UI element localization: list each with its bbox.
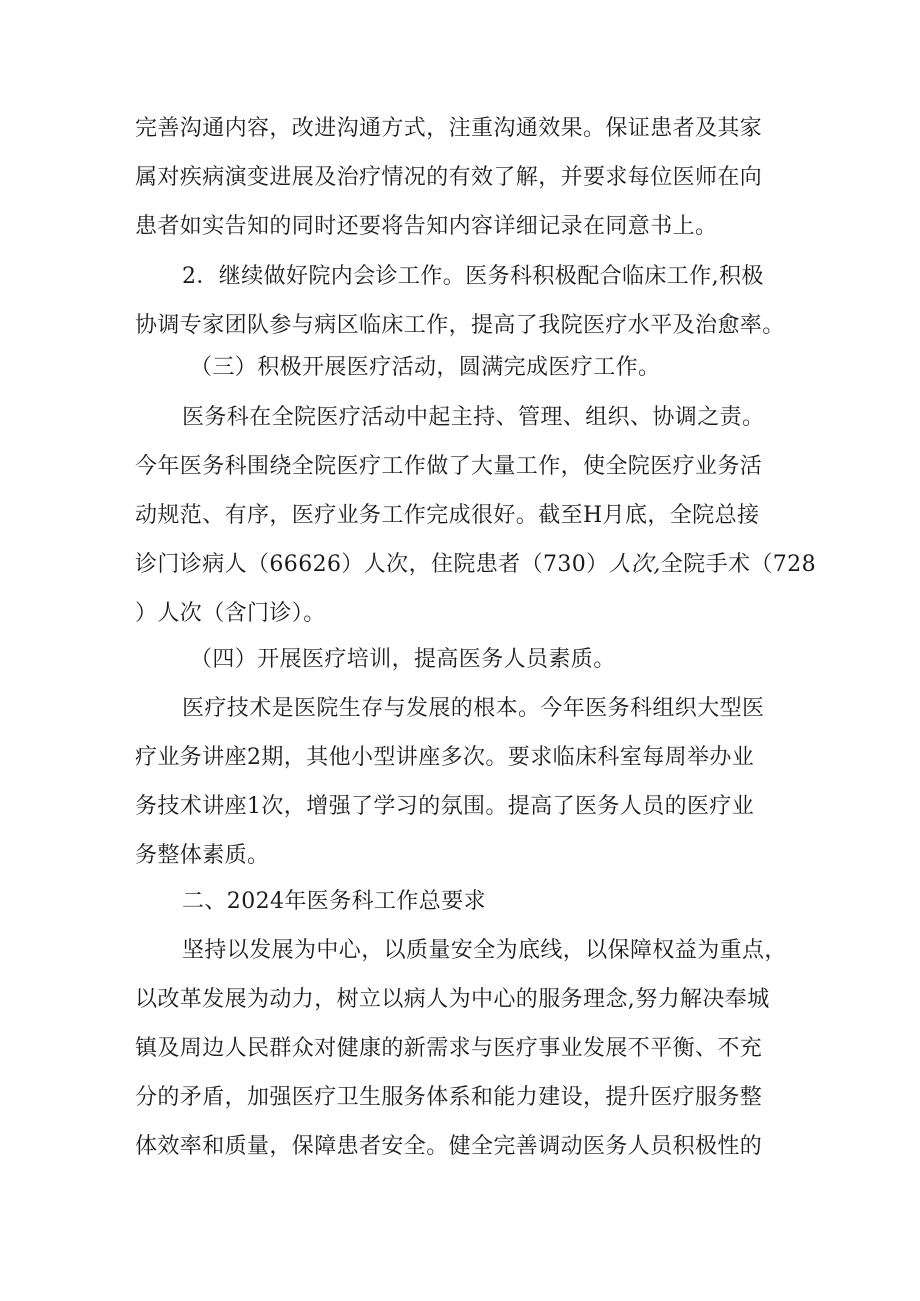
text-line: 以改革发展为动力，树立以病人为中心的服务理念,努力解决奉城 [135, 987, 770, 1012]
text-line: 医疗技术是医院生存与发展的根本。今年医务科组织大型医 [182, 696, 765, 721]
text-line: 疗业务讲座2期，其他小型讲座多次。要求临床科室每周举办业 [135, 745, 755, 770]
text-line: 完善沟通内容，改进沟通方式，注重沟通效果。保证患者及其家 [135, 116, 763, 141]
text-line [135, 547, 816, 583]
text-segment: 全院手术（728 [660, 552, 816, 577]
text-line: 协调专家团队参与病区临床工作，提高了我院医疗水平及治愈率。 [135, 313, 785, 338]
text-line: 属对疾病演变进展及治疗情况的有效了解，并要求每位医师在向 [135, 165, 763, 190]
text-line: 体效率和质量，保障患者安全。健全完善调动医务人员积极性的 [135, 1134, 763, 1159]
text-line: 务技术讲座1次，增强了学习的氛围。提高了医务人员的医疗业 [135, 794, 755, 819]
text-line: 动规范、有序，医疗业务工作完成很好。截至H月底，全院总接 [135, 503, 760, 528]
text-line: 务整体素质。 [135, 843, 270, 868]
text-line: ）人次（含门诊）。 [135, 601, 326, 626]
text-segment: 诊门诊病人（66626）人次，住院患者（730） [135, 552, 609, 577]
text-line: 医务科在全院医疗活动中起主持、管理、组织、协调之责。 [182, 405, 765, 430]
text-line: 患者如实告知的同时还要将告知内容详细记录在同意书上。 [135, 214, 718, 239]
text-line: 今年医务科围绕全院医疗工作做了大量工作，使全院医疗业务活 [135, 454, 763, 479]
section-heading: （三）积极开展医疗活动，圆满完成医疗工作。 [190, 355, 661, 380]
text-line: 分的矛盾，加强医疗卫生服务体系和能力建设，提升医疗服务整 [135, 1085, 763, 1110]
section-heading: （四）开展医疗培训，提高医务人员素质。 [190, 647, 616, 672]
text-line: 镇及周边人民群众对健康的新需求与医疗事业发展不平衡、不充 [135, 1036, 763, 1061]
section-heading: 二、2024年医务科工作总要求 [182, 889, 486, 914]
text-line: 坚持以发展为中心，以质量安全为底线，以保障权益为重点， [182, 938, 787, 963]
text-line: 2．继续做好院内会诊工作。医务科积极配合临床工作,积极 [182, 264, 764, 289]
text-segment-italic: 人次, [608, 552, 661, 577]
